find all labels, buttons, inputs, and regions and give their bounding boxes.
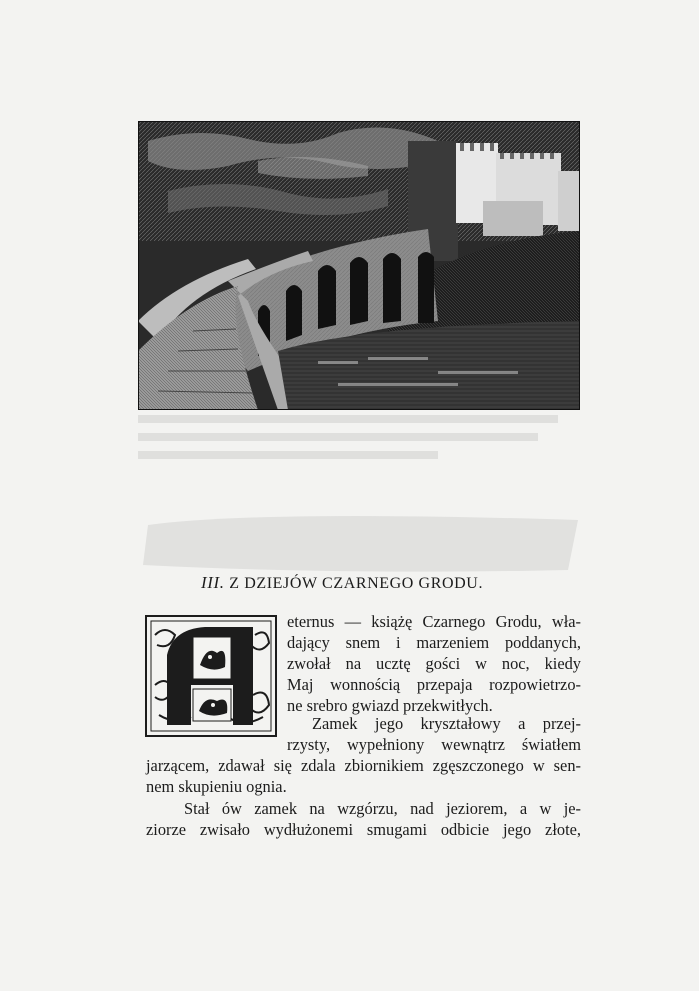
show-through-shadow (138, 415, 580, 575)
chapter-number: III. (201, 573, 225, 592)
text-line-1: eternus — książę Czarnego Grodu, wła- (287, 612, 581, 631)
text-line-10: Stał ów zamek na wzgórzu, nad jeziorem, a w je- (184, 799, 581, 818)
text-line-4: Maj wonnością przepaja rozpowietrzo- (287, 675, 581, 694)
text-line-2: dający snem i marzeniem poddanych, (287, 633, 581, 652)
ornamental-initial-a-icon (145, 615, 277, 737)
castle-engraving-icon (138, 121, 580, 410)
text-line-3: zwołał na ucztę gości w noc, kiedy (287, 654, 581, 673)
text-line-11: ziorze zwisało wydłużonemi smugami odbicie jego złote, (146, 820, 581, 839)
text-line-5: ne srebro gwiazd przekwitłych. (287, 696, 493, 715)
ornamental-initial (145, 615, 277, 737)
text-line-9: nem skupieniu ognia. (146, 777, 287, 796)
text-line-7: rzysty, wypełniony wewnątrz światłem (287, 735, 581, 754)
text-line-8: jarzącem, zdawał się zdala zbiornikiem zgęszczonego w sen- (146, 756, 581, 775)
chapter-heading (201, 573, 501, 595)
text-line-6: Zamek jego kryształowy a przej- (312, 714, 581, 733)
castle-illustration (138, 121, 580, 410)
chapter-title: Z DZIEJÓW CZARNEGO GRODU. (229, 575, 484, 592)
